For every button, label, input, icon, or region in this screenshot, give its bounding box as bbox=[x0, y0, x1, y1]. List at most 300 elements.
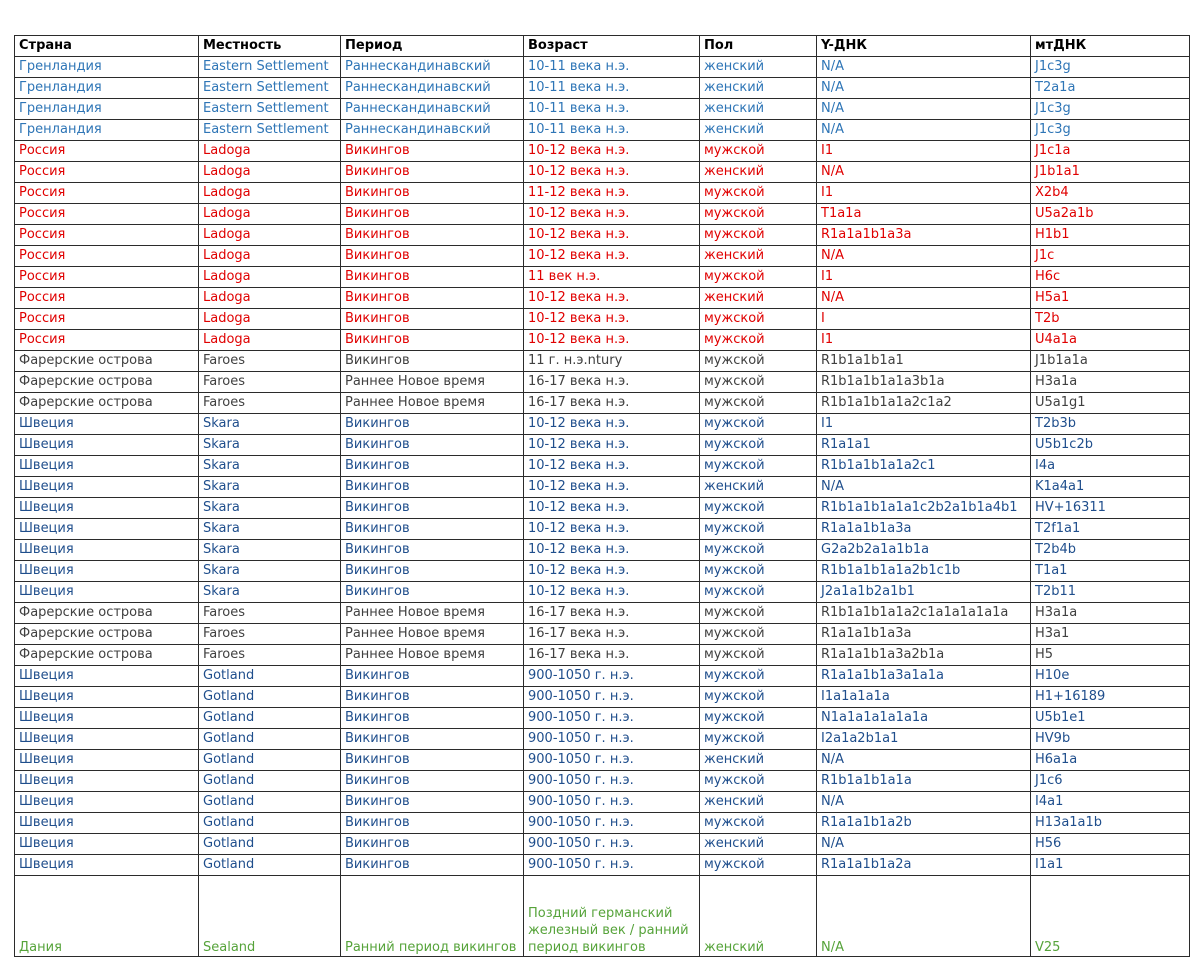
cell-locality: Gotland bbox=[199, 792, 341, 813]
cell-locality: Gotland bbox=[199, 771, 341, 792]
cell-period: Викингов bbox=[341, 708, 524, 729]
cell-y-dna: R1a1a1b1a2b bbox=[817, 813, 1031, 834]
cell-locality: Faroes bbox=[199, 351, 341, 372]
cell-period: Викингов bbox=[341, 729, 524, 750]
cell-age: 10-12 века н.э. bbox=[524, 561, 700, 582]
cell-country: Швеция bbox=[15, 582, 199, 603]
cell-period: Викингов bbox=[341, 141, 524, 162]
cell-age: 10-12 века н.э. bbox=[524, 498, 700, 519]
cell-sex: мужской bbox=[700, 603, 817, 624]
cell-locality: Eastern Settlement bbox=[199, 99, 341, 120]
cell-period: Раннескандинавский bbox=[341, 57, 524, 78]
cell-locality: Faroes bbox=[199, 372, 341, 393]
cell-age: 10-12 века н.э. bbox=[524, 519, 700, 540]
cell-sex: мужской bbox=[700, 225, 817, 246]
cell-country: Гренландия bbox=[15, 99, 199, 120]
table-row bbox=[15, 183, 1190, 204]
cell-sex: женский bbox=[700, 99, 817, 120]
cell-sex: мужской bbox=[700, 330, 817, 351]
cell-locality: Eastern Settlement bbox=[199, 120, 341, 141]
cell-sex: мужской bbox=[700, 855, 817, 876]
cell-locality: Skara bbox=[199, 498, 341, 519]
cell-age: 11 г. н.э.ntury bbox=[524, 351, 700, 372]
cell-age: 900-1050 г. н.э. bbox=[524, 855, 700, 876]
cell-y-dna: I1a1a1a1a bbox=[817, 687, 1031, 708]
cell-locality: Skara bbox=[199, 519, 341, 540]
cell-period: Викингов bbox=[341, 204, 524, 225]
cell-y-dna: I2a1a2b1a1 bbox=[817, 729, 1031, 750]
cell-y-dna: I1 bbox=[817, 183, 1031, 204]
cell-age: 10-12 века н.э. bbox=[524, 540, 700, 561]
cell-locality: Gotland bbox=[199, 834, 341, 855]
table-container bbox=[14, 35, 1189, 957]
table-row bbox=[15, 624, 1190, 645]
cell-country: Гренландия bbox=[15, 120, 199, 141]
cell-age: 900-1050 г. н.э. bbox=[524, 792, 700, 813]
cell-locality: Skara bbox=[199, 456, 341, 477]
cell-locality: Skara bbox=[199, 477, 341, 498]
cell-period: Раннее Новое время bbox=[341, 393, 524, 414]
cell-locality: Faroes bbox=[199, 393, 341, 414]
cell-sex: мужской bbox=[700, 204, 817, 225]
table-row bbox=[15, 78, 1190, 99]
cell-mt-dna: H13a1a1b bbox=[1031, 813, 1190, 834]
cell-country: Швеция bbox=[15, 519, 199, 540]
cell-period: Викингов bbox=[341, 666, 524, 687]
cell-period: Викингов bbox=[341, 435, 524, 456]
cell-sex: женский bbox=[700, 120, 817, 141]
cell-mt-dna: U5b1c2b bbox=[1031, 435, 1190, 456]
cell-age: 10-12 века н.э. bbox=[524, 204, 700, 225]
cell-country: Швеция bbox=[15, 540, 199, 561]
cell-locality: Gotland bbox=[199, 687, 341, 708]
cell-country: Швеция bbox=[15, 855, 199, 876]
cell-period: Викингов bbox=[341, 225, 524, 246]
cell-mt-dna: T2b3b bbox=[1031, 414, 1190, 435]
cell-sex: мужской bbox=[700, 645, 817, 666]
table-row bbox=[15, 834, 1190, 855]
cell-country: Россия bbox=[15, 183, 199, 204]
cell-sex: женский bbox=[700, 78, 817, 99]
cell-locality: Faroes bbox=[199, 603, 341, 624]
cell-age: 10-12 века н.э. bbox=[524, 414, 700, 435]
cell-sex: мужской bbox=[700, 729, 817, 750]
table-row bbox=[15, 351, 1190, 372]
cell-mt-dna: I4a bbox=[1031, 456, 1190, 477]
cell-age: 10-12 века н.э. bbox=[524, 435, 700, 456]
cell-mt-dna: H10e bbox=[1031, 666, 1190, 687]
cell-y-dna: R1b1a1b1a1 bbox=[817, 351, 1031, 372]
cell-period: Викингов bbox=[341, 561, 524, 582]
cell-period: Викингов bbox=[341, 456, 524, 477]
cell-mt-dna: J1c bbox=[1031, 246, 1190, 267]
cell-mt-dna: X2b4 bbox=[1031, 183, 1190, 204]
cell-country: Россия bbox=[15, 204, 199, 225]
cell-sex: женский bbox=[700, 792, 817, 813]
table-row bbox=[15, 414, 1190, 435]
cell-sex: мужской bbox=[700, 582, 817, 603]
cell-mt-dna: K1a4a1 bbox=[1031, 477, 1190, 498]
cell-locality: Gotland bbox=[199, 813, 341, 834]
table-row bbox=[15, 99, 1190, 120]
cell-sex: мужской bbox=[700, 456, 817, 477]
cell-sex: мужской bbox=[700, 141, 817, 162]
cell-y-dna: R1b1a1b1a1a3b1a bbox=[817, 372, 1031, 393]
cell-age: 11-12 века н.э. bbox=[524, 183, 700, 204]
cell-mt-dna: T2a1a bbox=[1031, 78, 1190, 99]
table-row bbox=[15, 813, 1190, 834]
cell-country: Швеция bbox=[15, 729, 199, 750]
cell-locality: Ladoga bbox=[199, 162, 341, 183]
table-row bbox=[15, 666, 1190, 687]
table-row bbox=[15, 288, 1190, 309]
cell-sex: мужской bbox=[700, 666, 817, 687]
cell-mt-dna: J1c1a bbox=[1031, 141, 1190, 162]
cell-period: Викингов bbox=[341, 309, 524, 330]
cell-sex: мужской bbox=[700, 414, 817, 435]
cell-sex: мужской bbox=[700, 624, 817, 645]
cell-period: Викингов bbox=[341, 750, 524, 771]
cell-sex: мужской bbox=[700, 813, 817, 834]
cell-y-dna: R1b1a1b1a1a1c2b2a1b1a4b1 bbox=[817, 498, 1031, 519]
header-sex: Пол bbox=[700, 36, 817, 57]
table-row bbox=[15, 393, 1190, 414]
cell-mt-dna: I1a1 bbox=[1031, 855, 1190, 876]
cell-sex: женский bbox=[700, 477, 817, 498]
cell-y-dna: I bbox=[817, 309, 1031, 330]
cell-sex: мужской bbox=[700, 561, 817, 582]
cell-mt-dna: J1b1a1 bbox=[1031, 162, 1190, 183]
cell-age: 10-11 века н.э. bbox=[524, 78, 700, 99]
cell-sex: женский bbox=[700, 246, 817, 267]
cell-country: Фарерские острова bbox=[15, 603, 199, 624]
cell-age: 10-11 века н.э. bbox=[524, 99, 700, 120]
cell-locality: Gotland bbox=[199, 708, 341, 729]
cell-country: Фарерские острова bbox=[15, 624, 199, 645]
table-row bbox=[15, 246, 1190, 267]
cell-y-dna: R1b1a1b1a1a2c1a2 bbox=[817, 393, 1031, 414]
header-row bbox=[15, 36, 1190, 57]
cell-country: Фарерские острова bbox=[15, 372, 199, 393]
cell-sex: женский bbox=[700, 876, 817, 957]
cell-age: 11 век н.э. bbox=[524, 267, 700, 288]
cell-y-dna: G2a2b2a1a1b1a bbox=[817, 540, 1031, 561]
cell-age: 900-1050 г. н.э. bbox=[524, 687, 700, 708]
cell-period: Раннескандинавский bbox=[341, 99, 524, 120]
header-age: Возраст bbox=[524, 36, 700, 57]
cell-country: Швеция bbox=[15, 708, 199, 729]
cell-country: Россия bbox=[15, 246, 199, 267]
cell-age: 900-1050 г. н.э. bbox=[524, 834, 700, 855]
table-row bbox=[15, 582, 1190, 603]
cell-mt-dna: T2f1a1 bbox=[1031, 519, 1190, 540]
cell-age: 16-17 века н.э. bbox=[524, 372, 700, 393]
cell-mt-dna: J1b1a1a bbox=[1031, 351, 1190, 372]
cell-age: 10-12 века н.э. bbox=[524, 456, 700, 477]
cell-mt-dna: J1c3g bbox=[1031, 99, 1190, 120]
cell-y-dna: T1a1a bbox=[817, 204, 1031, 225]
cell-mt-dna: J1c3g bbox=[1031, 57, 1190, 78]
cell-sex: мужской bbox=[700, 687, 817, 708]
cell-mt-dna: U5a1g1 bbox=[1031, 393, 1190, 414]
cell-age: 10-12 века н.э. bbox=[524, 309, 700, 330]
cell-country: Швеция bbox=[15, 477, 199, 498]
cell-period: Раннее Новое время bbox=[341, 603, 524, 624]
cell-y-dna: N/A bbox=[817, 162, 1031, 183]
cell-locality: Ladoga bbox=[199, 141, 341, 162]
cell-y-dna: N/A bbox=[817, 99, 1031, 120]
cell-sex: мужской bbox=[700, 351, 817, 372]
cell-country: Россия bbox=[15, 267, 199, 288]
cell-locality: Gotland bbox=[199, 855, 341, 876]
cell-y-dna: R1b1a1b1a1a2c1 bbox=[817, 456, 1031, 477]
cell-locality: Sealand bbox=[199, 876, 341, 957]
table-row bbox=[15, 225, 1190, 246]
cell-locality: Ladoga bbox=[199, 246, 341, 267]
cell-period: Викингов bbox=[341, 477, 524, 498]
cell-age: 10-12 века н.э. bbox=[524, 288, 700, 309]
table-row bbox=[15, 729, 1190, 750]
cell-period: Викингов bbox=[341, 183, 524, 204]
table-row bbox=[15, 162, 1190, 183]
cell-age: 10-12 века н.э. bbox=[524, 225, 700, 246]
cell-sex: мужской bbox=[700, 393, 817, 414]
cell-mt-dna: H6a1a bbox=[1031, 750, 1190, 771]
cell-mt-dna: H5 bbox=[1031, 645, 1190, 666]
cell-age: 16-17 века н.э. bbox=[524, 603, 700, 624]
cell-y-dna: N/A bbox=[817, 750, 1031, 771]
cell-sex: мужской bbox=[700, 435, 817, 456]
table-row bbox=[15, 708, 1190, 729]
cell-age: 900-1050 г. н.э. bbox=[524, 729, 700, 750]
cell-age: 900-1050 г. н.э. bbox=[524, 750, 700, 771]
cell-y-dna: R1b1a1b1a1a bbox=[817, 771, 1031, 792]
table-row bbox=[15, 477, 1190, 498]
cell-period: Викингов bbox=[341, 351, 524, 372]
cell-y-dna: J2a1a1b2a1b1 bbox=[817, 582, 1031, 603]
cell-y-dna: N/A bbox=[817, 78, 1031, 99]
cell-y-dna: N/A bbox=[817, 57, 1031, 78]
cell-age: 16-17 века н.э. bbox=[524, 624, 700, 645]
cell-country: Фарерские острова bbox=[15, 351, 199, 372]
table-row bbox=[15, 456, 1190, 477]
cell-locality: Skara bbox=[199, 540, 341, 561]
cell-locality: Gotland bbox=[199, 750, 341, 771]
cell-sex: мужской bbox=[700, 708, 817, 729]
cell-age: 900-1050 г. н.э. bbox=[524, 813, 700, 834]
cell-mt-dna: HV+16311 bbox=[1031, 498, 1190, 519]
table-row bbox=[15, 141, 1190, 162]
cell-age: 10-11 века н.э. bbox=[524, 120, 700, 141]
table-row bbox=[15, 372, 1190, 393]
cell-period: Викингов bbox=[341, 813, 524, 834]
cell-age: 10-11 века н.э. bbox=[524, 57, 700, 78]
table-row bbox=[15, 204, 1190, 225]
header-mt-dna: мтДНК bbox=[1031, 36, 1190, 57]
cell-mt-dna: H5a1 bbox=[1031, 288, 1190, 309]
table-row bbox=[15, 57, 1190, 78]
cell-locality: Eastern Settlement bbox=[199, 57, 341, 78]
table-row bbox=[15, 603, 1190, 624]
table-row bbox=[15, 309, 1190, 330]
cell-sex: женский bbox=[700, 834, 817, 855]
cell-country: Гренландия bbox=[15, 78, 199, 99]
cell-period: Викингов bbox=[341, 330, 524, 351]
table-row bbox=[15, 876, 1190, 957]
table-body bbox=[15, 57, 1190, 957]
cell-country: Россия bbox=[15, 225, 199, 246]
cell-country: Швеция bbox=[15, 498, 199, 519]
cell-period: Раннее Новое время bbox=[341, 645, 524, 666]
cell-period: Викингов bbox=[341, 162, 524, 183]
cell-country: Швеция bbox=[15, 750, 199, 771]
cell-locality: Ladoga bbox=[199, 330, 341, 351]
cell-period: Викингов bbox=[341, 687, 524, 708]
cell-mt-dna: T2b bbox=[1031, 309, 1190, 330]
cell-period: Викингов bbox=[341, 288, 524, 309]
cell-mt-dna: H3a1a bbox=[1031, 603, 1190, 624]
cell-period: Ранний период викингов bbox=[341, 876, 524, 957]
cell-locality: Skara bbox=[199, 414, 341, 435]
cell-locality: Ladoga bbox=[199, 288, 341, 309]
table-row bbox=[15, 687, 1190, 708]
cell-age: 10-12 века н.э. bbox=[524, 141, 700, 162]
cell-y-dna: R1b1a1b1a1a2c1a1a1a1a1a bbox=[817, 603, 1031, 624]
cell-age: 900-1050 г. н.э. bbox=[524, 771, 700, 792]
cell-locality: Skara bbox=[199, 582, 341, 603]
table-row bbox=[15, 498, 1190, 519]
cell-locality: Ladoga bbox=[199, 225, 341, 246]
cell-period: Викингов bbox=[341, 834, 524, 855]
cell-locality: Ladoga bbox=[199, 183, 341, 204]
table-row bbox=[15, 435, 1190, 456]
cell-age: 900-1050 г. н.э. bbox=[524, 708, 700, 729]
cell-locality: Gotland bbox=[199, 666, 341, 687]
table-row bbox=[15, 540, 1190, 561]
cell-y-dna: N/A bbox=[817, 477, 1031, 498]
cell-y-dna: R1a1a1b1a3a bbox=[817, 225, 1031, 246]
table-row bbox=[15, 645, 1190, 666]
cell-y-dna: N/A bbox=[817, 792, 1031, 813]
cell-mt-dna: H1+16189 bbox=[1031, 687, 1190, 708]
cell-y-dna: R1a1a1b1a3a1a1a bbox=[817, 666, 1031, 687]
cell-mt-dna: H6c bbox=[1031, 267, 1190, 288]
cell-locality: Gotland bbox=[199, 729, 341, 750]
cell-age: Поздний германский железный век / ранний период викингов bbox=[524, 876, 700, 957]
cell-period: Викингов bbox=[341, 267, 524, 288]
table-row bbox=[15, 330, 1190, 351]
table-row bbox=[15, 267, 1190, 288]
cell-locality: Ladoga bbox=[199, 267, 341, 288]
cell-age: 900-1050 г. н.э. bbox=[524, 666, 700, 687]
cell-mt-dna: T2b11 bbox=[1031, 582, 1190, 603]
table-row bbox=[15, 855, 1190, 876]
cell-mt-dna: H3a1a bbox=[1031, 372, 1190, 393]
cell-sex: мужской bbox=[700, 771, 817, 792]
cell-sex: мужской bbox=[700, 183, 817, 204]
cell-sex: мужской bbox=[700, 498, 817, 519]
cell-mt-dna: I4a1 bbox=[1031, 792, 1190, 813]
cell-period: Викингов bbox=[341, 414, 524, 435]
table-row bbox=[15, 792, 1190, 813]
cell-country: Швеция bbox=[15, 414, 199, 435]
cell-y-dna: N/A bbox=[817, 120, 1031, 141]
cell-country: Швеция bbox=[15, 792, 199, 813]
cell-y-dna: R1a1a1b1a3a2b1a bbox=[817, 645, 1031, 666]
cell-period: Раннее Новое время bbox=[341, 624, 524, 645]
cell-y-dna: R1a1a1b1a3a bbox=[817, 519, 1031, 540]
cell-sex: женский bbox=[700, 162, 817, 183]
cell-locality: Faroes bbox=[199, 645, 341, 666]
cell-y-dna: N1a1a1a1a1a1a bbox=[817, 708, 1031, 729]
table-row bbox=[15, 519, 1190, 540]
cell-period: Викингов bbox=[341, 540, 524, 561]
cell-y-dna: R1a1a1b1a3a bbox=[817, 624, 1031, 645]
table-row bbox=[15, 561, 1190, 582]
cell-age: 10-12 века н.э. bbox=[524, 246, 700, 267]
cell-country: Дания bbox=[15, 876, 199, 957]
cell-country: Швеция bbox=[15, 687, 199, 708]
cell-country: Россия bbox=[15, 288, 199, 309]
cell-locality: Ladoga bbox=[199, 309, 341, 330]
cell-mt-dna: U5a2a1b bbox=[1031, 204, 1190, 225]
cell-y-dna: I1 bbox=[817, 267, 1031, 288]
cell-y-dna: N/A bbox=[817, 876, 1031, 957]
cell-period: Викингов bbox=[341, 582, 524, 603]
cell-mt-dna: J1c6 bbox=[1031, 771, 1190, 792]
cell-period: Викингов bbox=[341, 519, 524, 540]
cell-country: Фарерские острова bbox=[15, 645, 199, 666]
cell-country: Россия bbox=[15, 330, 199, 351]
cell-sex: женский bbox=[700, 57, 817, 78]
cell-mt-dna: HV9b bbox=[1031, 729, 1190, 750]
cell-country: Швеция bbox=[15, 813, 199, 834]
cell-country: Швеция bbox=[15, 771, 199, 792]
cell-age: 16-17 века н.э. bbox=[524, 645, 700, 666]
cell-mt-dna: T2b4b bbox=[1031, 540, 1190, 561]
header-y-dna: Y-ДНК bbox=[817, 36, 1031, 57]
cell-y-dna: N/A bbox=[817, 834, 1031, 855]
cell-age: 16-17 века н.э. bbox=[524, 393, 700, 414]
cell-mt-dna: U4a1a bbox=[1031, 330, 1190, 351]
cell-country: Швеция bbox=[15, 834, 199, 855]
table-row bbox=[15, 120, 1190, 141]
cell-country: Швеция bbox=[15, 561, 199, 582]
cell-mt-dna: T1a1 bbox=[1031, 561, 1190, 582]
cell-age: 10-12 века н.э. bbox=[524, 477, 700, 498]
cell-period: Раннее Новое время bbox=[341, 372, 524, 393]
cell-age: 10-12 века н.э. bbox=[524, 582, 700, 603]
cell-y-dna: R1b1a1b1a1a2b1c1b bbox=[817, 561, 1031, 582]
table-row bbox=[15, 750, 1190, 771]
cell-y-dna: R1a1a1b1a2a bbox=[817, 855, 1031, 876]
cell-country: Швеция bbox=[15, 666, 199, 687]
cell-country: Россия bbox=[15, 162, 199, 183]
cell-y-dna: I1 bbox=[817, 141, 1031, 162]
cell-mt-dna: J1c3g bbox=[1031, 120, 1190, 141]
cell-y-dna: I1 bbox=[817, 330, 1031, 351]
cell-period: Викингов bbox=[341, 771, 524, 792]
cell-y-dna: N/A bbox=[817, 246, 1031, 267]
cell-mt-dna: V25 bbox=[1031, 876, 1190, 957]
cell-period: Раннескандинавский bbox=[341, 78, 524, 99]
header-period: Период bbox=[341, 36, 524, 57]
header-locality: Местность bbox=[199, 36, 341, 57]
cell-country: Россия bbox=[15, 309, 199, 330]
cell-period: Викингов bbox=[341, 498, 524, 519]
cell-locality: Skara bbox=[199, 561, 341, 582]
cell-mt-dna: H1b1 bbox=[1031, 225, 1190, 246]
